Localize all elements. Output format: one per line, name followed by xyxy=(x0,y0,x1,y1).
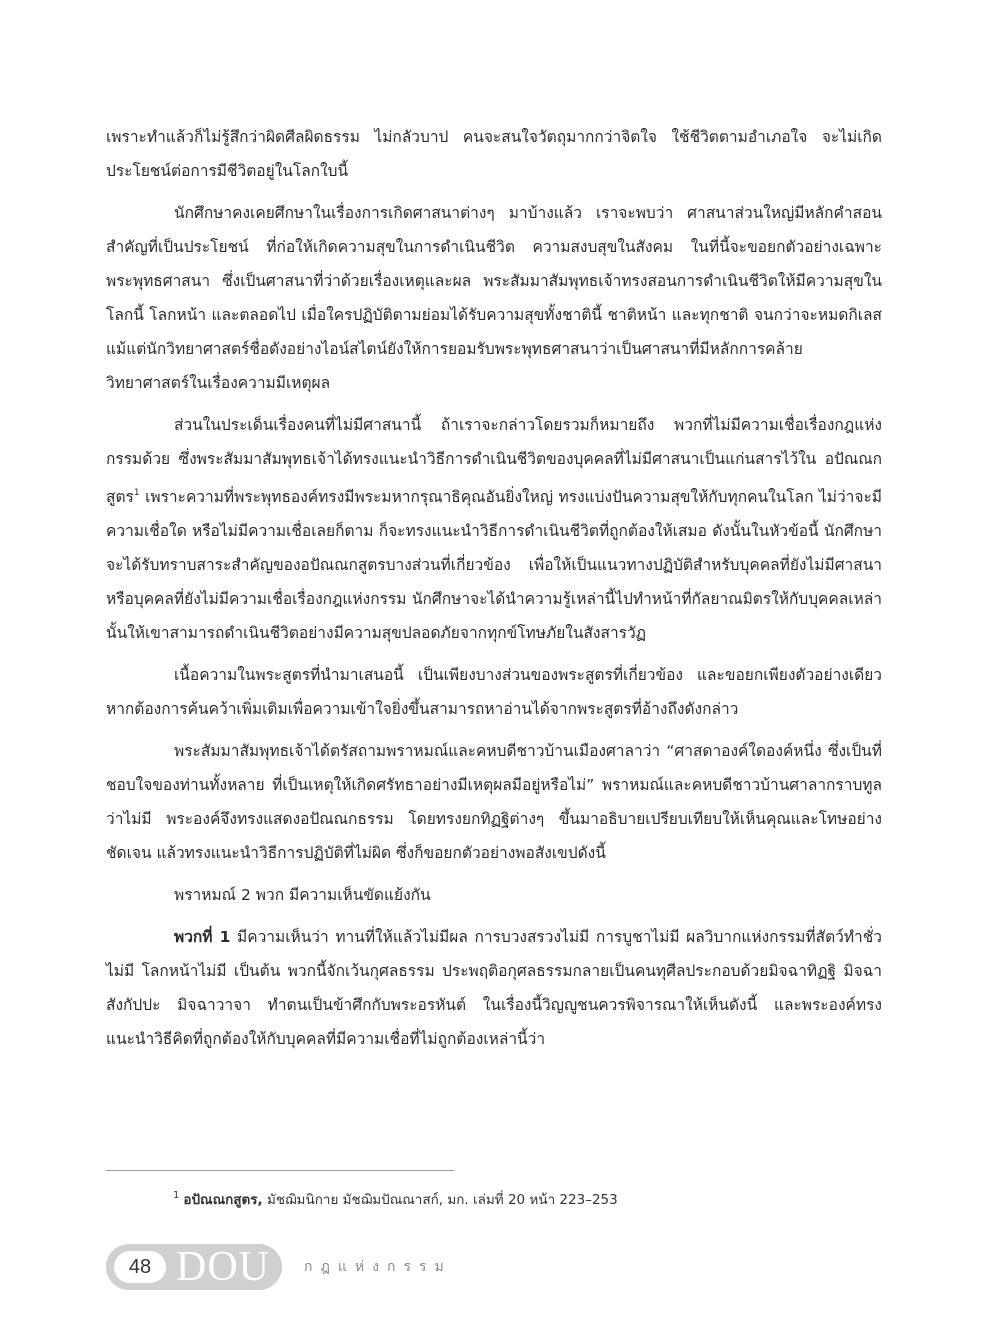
group-1-text: มีความเห็นว่า ทานที่ให้แล้วไม่มีผล การบวงสรวงไม่มี การบูชาไม่มี ผลวิบากแห่งกรรมที่สัตว์ทำชั่วไม่มี โลกหน้าไม่มี เป็นต้น พวกนี้จักเว้นกุศลธรรม ประพฤติอกุศลธรรมกลายเป็นคนทุศีลประกอบด้วยมิจฉาทิฏฐิ มิจฉาสังกัปปะ มิจฉาวาจา ทำตนเป็นข้าศึกกับพระอรหันต์ ในเรื่องนี้วิญญูชนควรพิจารณาให้เห็นดังนี้ และพระองค์ทรงแนะนำวิธีคิดที่ถูกต้องให้กับบุคคลที่มีความเชื่อที่ไม่ถูกต้องเหล่านี้ว่า xyxy=(106,928,882,1048)
footnote xyxy=(173,1188,618,1210)
page-number: 48 xyxy=(114,1251,166,1283)
page-footer xyxy=(106,1244,452,1290)
paragraph-two-groups: พราหมณ์ 2 พวก มีความเห็นขัดแย้งกัน xyxy=(174,886,431,904)
paragraph-buddha-question: พระสัมมาสัมพุทธเจ้าได้ตรัสถามพราหมณ์และคหบดีชาวบ้านเมืองศาลาว่า “ศาสดาองค์ใดองค์หนึ่ง ซึ่งเป็นที่ชอบใจของท่านทั้งหลาย ที่เป็นเหตุให้เกิดศรัทธาอย่างมีเหตุผลมีอยู่หรือไม่” พราหมณ์และคหบดีชาวบ้านศาลากราบทูลว่าไม่มี พระองค์จึงทรงแสดงอปัณณกธรรม โดยทรงยกทิฏฐิต่างๆ ขึ้นมาอธิบายเปรียบเทียบให้เห็นคุณและโทษอย่างชัดเจน แล้วทรงแนะนำวิธีการปฏิบัติที่ไม่ผิด ซึ่งก็ขอยกตัวอย่างพอสังเขปดังนี้ xyxy=(106,742,882,862)
group-1-label: พวกที่ 1 xyxy=(174,928,231,946)
footnote-title: อปัณณกสูตร, xyxy=(183,1192,263,1208)
footnote-mark: 1 xyxy=(173,1190,180,1201)
footnote-reference[interactable]: 1 xyxy=(133,488,140,498)
footnote-citation: มัชฌิมนิกาย มัชฌิมปัณณาสก์, มก. เล่มที่ 20 หน้า 223–253 xyxy=(262,1192,618,1208)
running-title: กฎแห่งกรรม xyxy=(304,1259,452,1275)
footnote-divider xyxy=(106,1170,454,1171)
footer-badge xyxy=(106,1244,282,1290)
body-text xyxy=(106,120,882,1064)
paragraph-no-religion-text: ส่วนในประเด็นเรื่องคนที่ไม่มีศาสนานี้ ถ้าเราจะกล่าวโดยรวมก็หมายถึง พวกที่ไม่มีความเชื่อเรื่องกฎแห่งกรรมด้วย ซึ่งพระสัมมาสัมพุทธเจ้าได้ทรงแนะนำวิธีการดำเนินชีวิตของบุคคลที่ไม่มีศาสนาเป็นแก่นสารไว้ใน อปัณณกสูตร xyxy=(106,416,882,506)
paragraph-group-1 xyxy=(106,920,882,1056)
paragraph-religions: นักศึกษาคงเคยศึกษาในเรื่องการเกิดศาสนาต่างๆ มาบ้างแล้ว เราจะพบว่า ศาสนาส่วนใหญ่มีหลักคำสอนสำคัญที่เป็นประโยชน์ ที่ก่อให้เกิดความสุขในการดำเนินชีวิต ความสงบสุขในสังคม ในที่นี้จะขอยกตัวอย่างเฉพาะพระพุทธศาสนา ซึ่งเป็นศาสนาที่ว่าด้วยเรื่องเหตุและผล พระสัมมาสัมพุทธเจ้าทรงสอนการดำเนินชีวิตให้มีความสุขในโลกนี้ โลกหน้า และตลอดไป เมื่อใครปฏิบัติตามย่อมได้รับความสุขทั้งชาตินี้ ชาติหน้า และทุกชาติ จนกว่าจะหมดกิเลส แม้แต่นักวิทยาศาสตร์ชื่อดังอย่างไอน์สไตน์ยังให้การยอมรับพระพุทธศาสนาว่าเป็นศาสนาที่มีหลักการคล้ายวิทยาศาสตร์ในเรื่องความมีเหตุผล xyxy=(106,204,882,392)
paragraph-no-religion-text-cont: เพราะความที่พระพุทธองค์ทรงมีพระมหากรุณาธิคุณอันยิ่งใหญ่ ทรงแบ่งปันความสุขให้กับทุกคนในโลก ไม่ว่าจะมีความเชื่อใด หรือไม่มีความเชื่อเลยก็ตาม ก็จะทรงแนะนำวิธีการดำเนินชีวิตที่ถูกต้องให้เสมอ ดังนั้นในหัวข้อนี้ นักศึกษาจะได้รับทราบสาระสำคัญของอปัณณกสูตรบางส่วนที่เกี่ยวข้อง เพื่อให้เป็นแนวทางปฏิบัติสำหรับบุคคลที่ยังไม่มีศาสนา หรือบุคคลที่ยังไม่มีความเชื่อเรื่องกฎแห่งกรรม นักศึกษาจะได้นำความรู้เหล่านี้ไปทำหน้าที่กัลยาณมิตรให้กับบุคคลเหล่านั้นให้เขาสามารถดำเนินชีวิตอย่างมีความสุขปลอดภัยจากทุกข์โทษภัยในสังสารวัฏ xyxy=(106,488,882,642)
dou-logo: DOU xyxy=(176,1244,270,1290)
paragraph-no-religion xyxy=(106,408,882,650)
paragraph-intro: เพราะทำแล้วก็ไม่รู้สึกว่าผิดศีลผิดธรรม ไม่กลัวบาป คนจะสนใจวัตถุมากกว่าจิตใจ ใช้ชีวิตตามอำเภอใจ จะไม่เกิดประโยชน์ต่อการมีชีวิตอยู่ในโลกใบนี้ xyxy=(106,128,882,180)
paragraph-sutta-note: เนื้อความในพระสูตรที่นำมาเสนอนี้ เป็นเพียงบางส่วนของพระสูตรที่เกี่ยวข้อง และขอยกเพียงตัวอย่างเดียว หากต้องการค้นคว้าเพิ่มเติมเพื่อความเข้าใจยิ่งขึ้นสามารถหาอ่านได้จากพระสูตรที่อ้างถึงดังกล่าว xyxy=(106,666,882,718)
